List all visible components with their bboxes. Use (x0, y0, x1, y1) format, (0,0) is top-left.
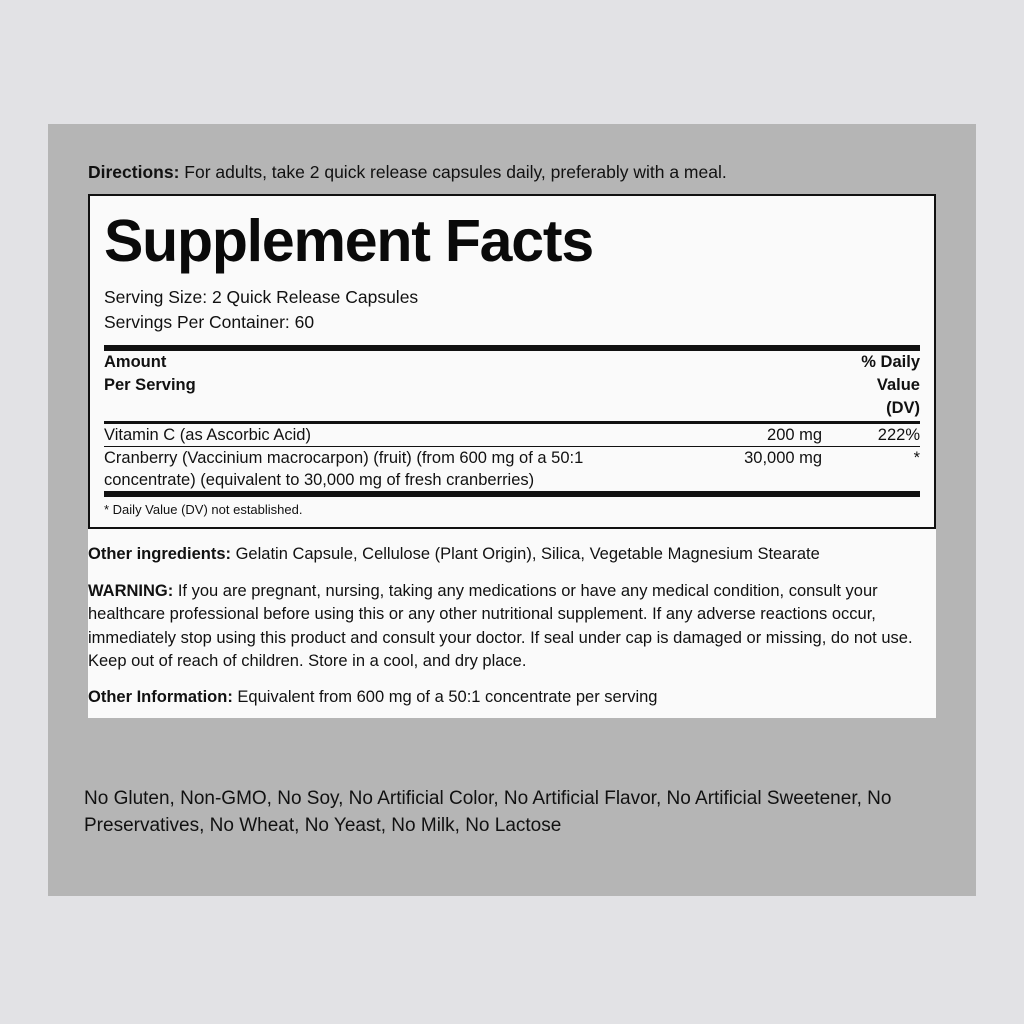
other-ingredients-label: Other ingredients: (88, 545, 232, 564)
directions-line (88, 162, 948, 184)
supplement-panel (88, 194, 936, 718)
other-information-label: Other Information: (88, 688, 233, 707)
other-ingredients (88, 543, 936, 566)
product-claims: No Gluten, Non-GMO, No Soy, No Artificial Color, No Artificial Flavor, No Artificial Sweetener, No Preservatives, No Wheat, No Yeast, No Milk, No Lactose (84, 788, 892, 836)
servings-per-container: Servings Per Container: 60 (104, 311, 315, 332)
label-notes (88, 529, 936, 718)
directions-text: For adults, take 2 quick release capsules daily, preferably with a meal. (179, 162, 727, 182)
daily-value-footnote: * Daily Value (DV) not established. (104, 502, 303, 518)
supplement-facts-title: Supplement Facts (104, 208, 593, 274)
table-row (104, 447, 920, 492)
warning (88, 580, 936, 674)
nutrient-name: Cranberry (Vaccinium macrocarpon) (fruit) (from 600 mg of a 50:1 concentrate) (equivalent to 30,000 mg of fresh cranberries) (104, 448, 584, 490)
nutrient-name: Vitamin C (as Ascorbic Acid) (104, 425, 311, 444)
supplement-facts-box (88, 194, 936, 529)
serving-size: Serving Size: 2 Quick Release Capsules (104, 286, 419, 307)
header-daily-value: % Daily Value (DV) (861, 353, 920, 418)
nutrient-amount: 200 mg (767, 425, 823, 444)
other-information (88, 686, 936, 709)
header-amount-per-serving: Amount Per Serving (104, 353, 196, 395)
nutrient-amount: 30,000 mg (744, 448, 823, 467)
other-information-text: Equivalent from 600 mg of a 50:1 concentrate per serving (232, 688, 658, 707)
directions-label: Directions: (88, 162, 180, 182)
nutrient-daily-value: 222% (877, 425, 920, 444)
warning-label: WARNING: (88, 581, 174, 600)
nutrient-daily-value: * (913, 448, 920, 467)
other-ingredients-text: Gelatin Capsule, Cellulose (Plant Origin), Silica, Vegetable Magnesium Stearate (231, 545, 820, 564)
supplement-facts-table (104, 351, 920, 420)
nutrient-table-2 (104, 447, 920, 492)
nutrient-table (104, 424, 920, 446)
warning-text: If you are pregnant, nursing, taking any medications or have any medical condition, consult your healthcare professional before using this or any other nutritional supplement. If any adverse reactions occur, immediately stop using this product and consult your doctor. If seal under cap is damaged or missing, do not use. Keep out of reach of children. Store in a cool, and dry place. (88, 581, 913, 671)
table-row (104, 424, 920, 446)
table-header-row (104, 351, 920, 420)
label-page (48, 124, 976, 896)
